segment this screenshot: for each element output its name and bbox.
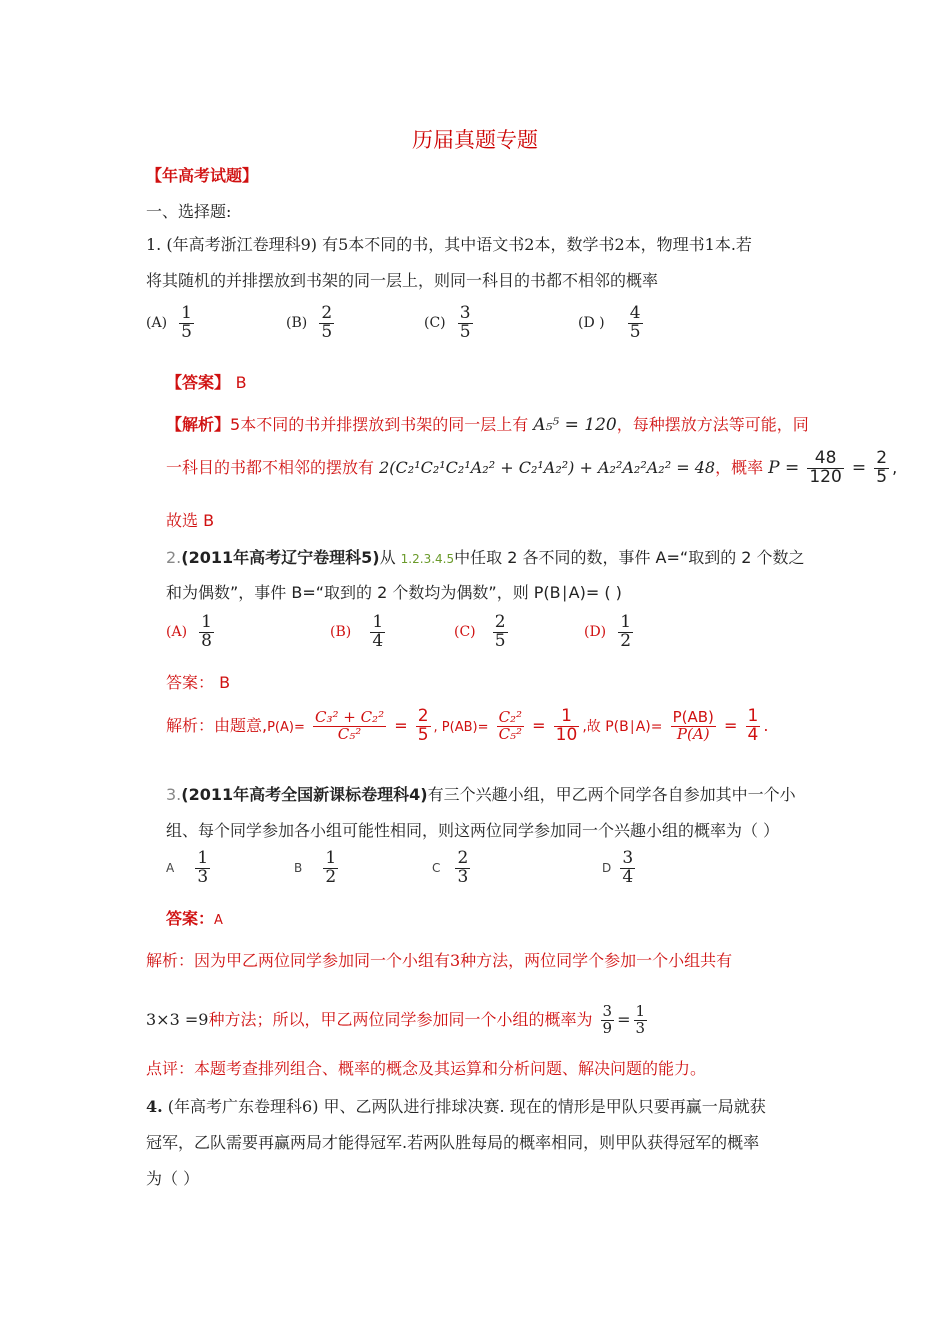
q2-line1: [166, 545, 805, 568]
analysis-formula: 3×3 =9: [146, 1009, 209, 1029]
frac-num: 3: [622, 848, 634, 868]
q4-line2: 冠军，乙队需要再赢两局才能得冠军.若两队胜每局的概率相同，则甲队获得冠军的概率: [146, 1133, 760, 1152]
frac-num: 1: [201, 612, 212, 632]
q3-line2: 组、每个同学参加各小组可能性相同，则这两位同学参加同一个兴趣小组的概率为（ ）: [166, 821, 780, 840]
frac-den: 10: [555, 724, 578, 745]
q2-number-set: 1.2.3.4.5: [400, 552, 455, 566]
option-label: B: [294, 861, 303, 876]
q3-analysis-line1: 解析：因为甲乙两位同学参加同一个小组有3种方法，两位同学个参加一个小组共有: [146, 951, 733, 970]
answer-label: 答案：: [166, 909, 215, 928]
frac-den: 4: [372, 630, 384, 651]
q2-text: 从: [379, 548, 396, 567]
analysis-text: ，每种摆放方法等可能，同: [616, 415, 809, 434]
frac-num: 1: [561, 706, 572, 726]
frac-den: 3: [635, 1018, 646, 1037]
q2-line2: 和为偶数”，事件 B=“取到的 2 个数均为偶数”，则 P(B∣A)= ( ): [166, 583, 622, 602]
frac-num: 2: [457, 848, 469, 868]
q2-number: 2.: [166, 548, 182, 567]
pab-label: , P(AB)=: [433, 719, 489, 735]
q1-option-a: [146, 305, 197, 342]
frac-num: 2: [494, 612, 506, 632]
frac-den: 2: [325, 866, 337, 887]
analysis-text: ，概率: [715, 457, 764, 477]
frac-num: 2: [417, 706, 429, 726]
q2-option-d: [584, 614, 636, 651]
page-title: 历届真题专题: [412, 128, 538, 152]
frac-num: 3: [602, 1002, 613, 1020]
frac-den: 5: [417, 724, 429, 745]
frac-den: 5: [876, 466, 888, 487]
q1-option-c: [424, 305, 476, 342]
q3-source: (2011年高考全国新课标卷理科4): [181, 785, 428, 804]
q1-analysis-line2: [166, 450, 897, 487]
frac-den: 3: [197, 866, 209, 887]
q2-option-c: [454, 614, 511, 651]
frac-num: 48: [814, 448, 837, 468]
frac-den: 5: [459, 321, 471, 342]
probability-lhs: P =: [768, 457, 800, 478]
section-tag: 【年高考试题】: [146, 166, 259, 185]
option-label: (B): [286, 315, 308, 332]
option-label: (D ): [578, 315, 605, 332]
frac-num: 1: [620, 612, 632, 632]
frac-den: C₅²: [313, 726, 386, 743]
frac-den: 5: [629, 321, 641, 342]
q1-option-d: [578, 305, 646, 342]
q1-line2: 将其随机的并排摆放到书架的同一层上，则同一科目的书都不相邻的概率: [146, 271, 659, 290]
option-label: D: [602, 861, 612, 876]
frac-num: 1: [181, 303, 192, 323]
option-label: (A): [166, 624, 188, 641]
q1-answer: [166, 370, 247, 393]
frac-num: C₃² + C₂²: [314, 708, 385, 727]
q2-analysis: [166, 708, 768, 745]
q3-line1: [166, 782, 796, 805]
q1-analysis-line3: 故选 B: [166, 511, 215, 530]
q1-option-b: [286, 305, 337, 342]
answer-tag: 【答案】: [166, 373, 231, 392]
answer-value: B: [219, 673, 231, 692]
frac-den: 8: [201, 630, 212, 651]
frac-num: 4: [629, 303, 641, 323]
q3-option-a: [166, 850, 213, 887]
analysis-tag: 【解析】: [166, 415, 231, 434]
q4-number: 4.: [146, 1097, 163, 1116]
frac-den: 120: [809, 466, 842, 487]
option-label: A: [166, 861, 175, 876]
q2-answer: [166, 670, 230, 693]
answer-value: B: [235, 373, 247, 392]
q2-text: 中任取 2 各不同的数，事件 A=“取到的 2 个数之: [454, 548, 805, 567]
answer-label: 答案：: [166, 673, 215, 692]
option-label: (A): [146, 315, 168, 332]
frac-den: 4: [747, 724, 759, 745]
q3-answer: [166, 906, 223, 929]
part-heading: 一、选择题:: [146, 202, 232, 221]
q3-option-b: [294, 850, 341, 887]
frac-den: 5: [181, 321, 192, 342]
analysis-formula: 2(C₂¹C₂¹C₂¹A₂² + C₂¹A₂²) + A₂²A₂²A₂² = 48: [379, 457, 716, 477]
q3-number: 3.: [166, 785, 182, 804]
analysis-formula: A₅⁵ = 120: [533, 415, 617, 435]
frac-den: C₅²: [498, 724, 523, 743]
equals-sign: =: [617, 1009, 631, 1029]
frac-den: 5: [494, 630, 506, 651]
option-label: (C): [424, 315, 446, 332]
frac-den: 4: [622, 866, 634, 887]
punctuation: .: [763, 715, 769, 735]
option-label: C: [432, 861, 441, 876]
q1-line1: 1. (年高考浙江卷理科9) 有5本不同的书，其中语文书2本，数学书2本，物理书1本.若: [146, 235, 752, 254]
frac-num: 1: [325, 848, 337, 868]
q3-comment: 点评：本题考查排列组合、概率的概念及其运算和分析问题、解决问题的能力。: [146, 1059, 707, 1078]
pa-label: P(A)=: [267, 719, 305, 735]
frac-num: 2: [321, 303, 333, 323]
equals-sign: =: [851, 457, 867, 478]
frac-den: 5: [321, 321, 333, 342]
frac-num: 3: [459, 303, 471, 323]
frac-den: P(A): [671, 726, 716, 743]
frac-num: 1: [747, 706, 759, 726]
equals-sign: =: [532, 715, 546, 735]
analysis-text: 一科目的书都不相邻的摆放有: [166, 457, 375, 477]
frac-num: 1: [197, 848, 209, 868]
q3-text: 有三个兴趣小组，甲乙两个同学各自参加其中一个小: [427, 785, 796, 804]
q4-text: (年高考广东卷理科6) 甲、乙两队进行排球决赛. 现在的情形是甲队只要再赢一局就获: [167, 1097, 766, 1116]
equals-sign: =: [394, 715, 408, 735]
pba-label: ,故 P(B∣A)=: [582, 718, 663, 735]
q3-option-d: [602, 850, 638, 887]
analysis-text: 种方法；所以，甲乙两位同学参加同一个小组的概率为: [208, 1009, 593, 1029]
frac-num: P(AB): [672, 708, 714, 727]
q2-option-b: [330, 614, 388, 651]
q4-line3: 为（ ）: [146, 1169, 200, 1188]
frac-num: 1: [372, 612, 384, 632]
q3-option-c: [432, 850, 473, 887]
punctuation: ,: [892, 457, 898, 477]
q4-line1: [146, 1094, 766, 1117]
analysis-text: 5本不同的书并排摆放到书架的同一层上有: [230, 415, 529, 434]
q3-analysis-line2: [146, 1004, 650, 1037]
frac-den: 2: [620, 630, 632, 651]
frac-num: 2: [876, 448, 888, 468]
frac-den: 3: [457, 866, 469, 887]
option-label: (B): [330, 624, 352, 641]
analysis-label: 解析：由题意,: [166, 715, 268, 735]
q1-analysis-line1: [166, 412, 809, 435]
q2-option-a: [166, 614, 217, 651]
q2-source: (2011年高考辽宁卷理科5): [181, 548, 380, 567]
equals-sign: =: [724, 715, 738, 735]
frac-num: C₂²: [498, 708, 523, 727]
option-label: (C): [454, 624, 476, 641]
frac-den: 9: [602, 1018, 613, 1037]
answer-value: A: [214, 913, 223, 928]
option-label: (D): [584, 624, 607, 641]
frac-num: 1: [635, 1002, 646, 1020]
